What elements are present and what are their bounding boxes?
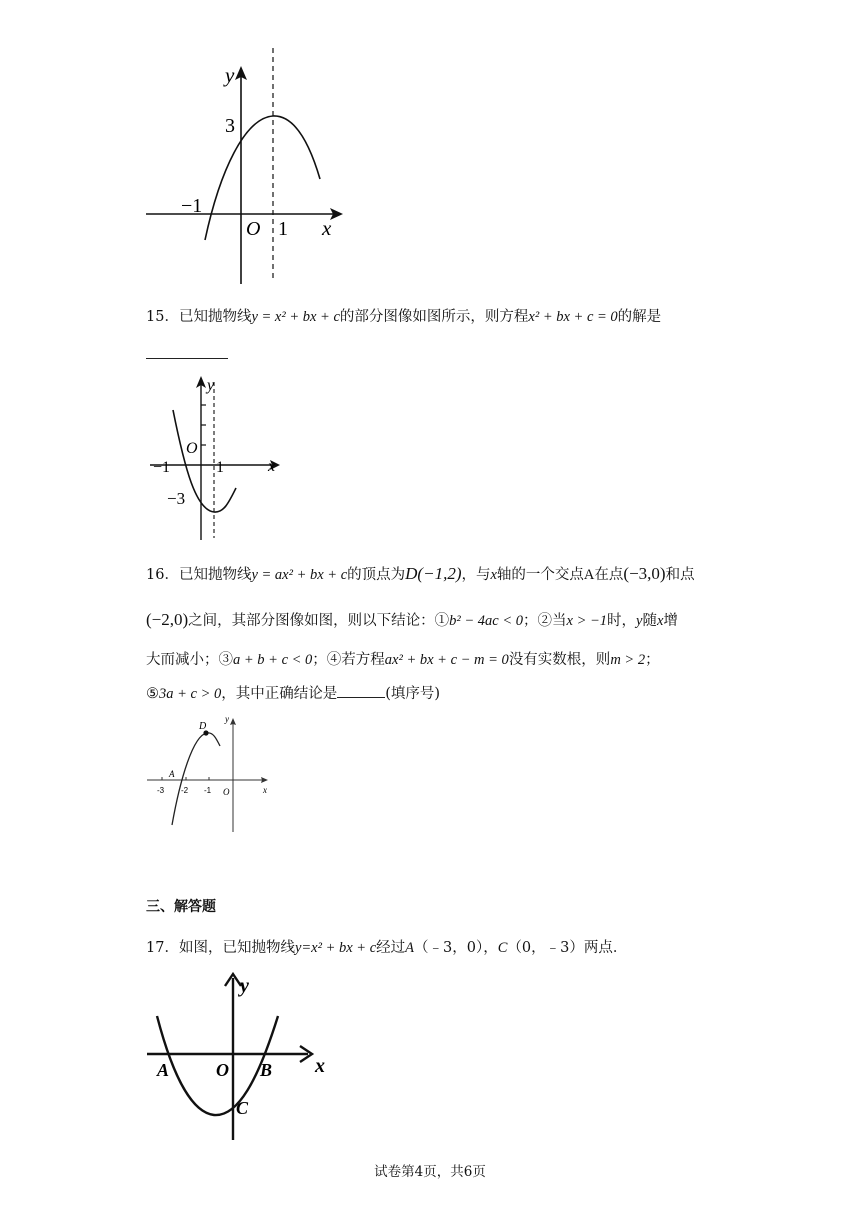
fig14-tick-y3: 3 (225, 115, 235, 137)
q16-l2-b: ；②当 (523, 613, 567, 629)
q16-l1-a: 已知抛物线 (178, 567, 252, 583)
q16-eq-m: ax² + bx + c − m = 0 (384, 652, 509, 668)
fig16-tick-m3: -3 (157, 786, 165, 795)
q15-eq-parabola: y = x² + bx + c (251, 309, 340, 325)
fig17-B-label: B (260, 1060, 273, 1080)
q16-conclusion-5: 3a + c > 0 (159, 686, 222, 702)
fig14-y-label: y (225, 63, 235, 87)
q17-coord-A: （﹣3，0）， (414, 940, 498, 956)
q16-point-m2: (−2,0) (146, 610, 189, 629)
q15-text-a: 已知抛物线 (178, 309, 252, 325)
fig14-x-label: x (322, 216, 332, 240)
fig16-tick-m1: -1 (204, 786, 212, 795)
fig14-origin-label: O (246, 218, 261, 240)
fig16-tick-m2: -2 (181, 786, 189, 795)
q17-point-A: A (405, 940, 415, 956)
fig15-tick-x1: 1 (216, 459, 224, 476)
q16-l2-y: y (636, 613, 643, 629)
q16-l2-x: x (656, 613, 664, 629)
q15-text-c: 的解是 (617, 309, 662, 325)
q16-l2-c: 时， (607, 613, 637, 629)
q16-vertex: D(−1,2) (405, 564, 462, 583)
q16-condition: x > −1 (566, 613, 608, 629)
q16-point-m3: (−3,0) (623, 564, 666, 583)
fig15-y-label: y (207, 377, 215, 394)
q17-eq: y=x² + bx + c (294, 940, 377, 956)
fig16-origin-label: O (223, 787, 230, 797)
q16-l1-A: A (583, 567, 595, 583)
q16-l1-e: 在点 (594, 567, 624, 583)
q15-number: 15． (146, 309, 179, 325)
q16-l3-d: ； (645, 652, 660, 668)
q15-text-b: 的部分图像如图所示，则方程 (339, 309, 529, 325)
fig15-tick-xm1: −1 (153, 459, 171, 476)
q17-point-C: C (497, 940, 508, 956)
q16-l3-a: 大而减小；③ (146, 652, 233, 668)
section-title: 三、解答题 (146, 899, 216, 915)
fig17-A-label: A (157, 1060, 170, 1080)
fig17-x-label: x (315, 1055, 325, 1077)
q17-text-b: 经过 (376, 940, 406, 956)
q16-l4-b: ，其中正确结论是 (221, 686, 338, 702)
q16-eq-parabola: y = ax² + bx + c (251, 567, 348, 583)
fig16-D-label: D (199, 721, 207, 732)
q16-l3-c: 没有实数根，则 (508, 652, 611, 668)
q16-l2-a: 之间，其部分图像如图，则以下结论：① (188, 613, 450, 629)
q16-l1-x: x (490, 567, 497, 583)
fig17-C-label: C (236, 1098, 249, 1118)
q17-number: 17． (146, 940, 179, 956)
fig16-x-label: x (263, 785, 267, 795)
fig15-x-label: x (268, 458, 276, 475)
q16-number: 16． (146, 567, 179, 583)
q16-l2-d: 随 (642, 613, 657, 629)
q16-m-condition: m > 2 (610, 652, 646, 668)
fig17-origin-label: O (216, 1060, 229, 1080)
fig15-tick-ym3: −3 (167, 489, 186, 508)
q16-l1-d: 轴的一个交点 (496, 567, 584, 583)
fig16-y-label: y (225, 714, 229, 724)
q16-l1-f: 和点 (665, 567, 695, 583)
fig17-y-label: y (240, 975, 249, 997)
q17-coord-C: （0，﹣3）两点． (507, 940, 628, 956)
page-footer: 试卷第4页，共6页 (374, 1164, 486, 1180)
fig14-tick-xm1: −1 (181, 195, 203, 217)
fig16-A-label: A (169, 769, 175, 779)
fig15-origin-label: O (186, 440, 198, 457)
q16-l4-a: ⑤ (146, 686, 159, 702)
q16-l2-e: 增 (663, 613, 678, 629)
q16-l1-b: 的顶点为 (347, 567, 406, 583)
fig14-tick-x1: 1 (278, 218, 288, 240)
q16-l1-c: ，与 (461, 567, 491, 583)
q15-eq-equation: x² + bx + c = 0 (528, 309, 618, 325)
q16-l4-c: (填序号) (385, 686, 441, 702)
q16-l3-b: ；④若方程 (312, 652, 385, 668)
q17-text-a: 如图，已知抛物线 (178, 940, 295, 956)
q16-conclusion-3: a + b + c < 0 (233, 652, 313, 668)
q16-conclusion-1: b² − 4ac < 0 (449, 613, 524, 629)
